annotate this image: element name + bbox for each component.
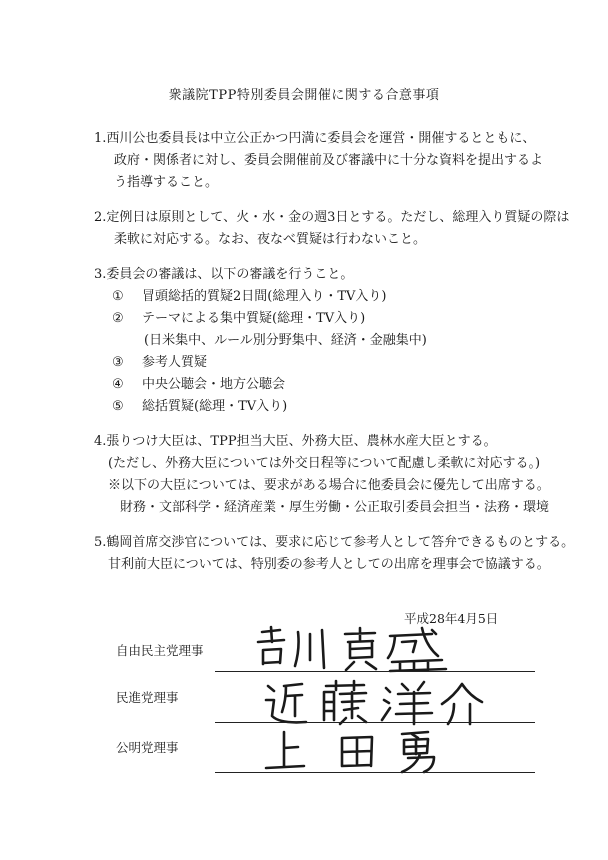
section-4 bbox=[94, 431, 562, 519]
item-number: ④ bbox=[112, 377, 124, 392]
section-1-line-2: 政府・関係者に対し、委員会開催前及び審議中に十分な資料を提出するよ bbox=[114, 153, 544, 168]
section-3-item-1 bbox=[94, 286, 562, 308]
handwritten-signature-3 bbox=[262, 728, 462, 774]
section-3-item-3 bbox=[94, 352, 562, 374]
item-number: ① bbox=[112, 289, 124, 304]
section-3-item-2 bbox=[94, 308, 562, 330]
section-3 bbox=[94, 264, 562, 418]
section-3-item-4 bbox=[94, 374, 562, 396]
section-1-line-1: 1.西川公也委員長は中立公正かつ円満に委員会を運営・開催するとともに、 bbox=[94, 131, 536, 146]
section-5-line-1: 5.鶴岡首席交渉官については、要求に応じて参考人として答弁できるものとする。 bbox=[94, 535, 575, 550]
section-1 bbox=[94, 128, 562, 194]
section-2-line-2: 柔軟に対応する。なお、夜なべ質疑は行わないこと。 bbox=[114, 232, 427, 247]
section-3-item-5 bbox=[94, 396, 562, 418]
signature-line-3 bbox=[215, 772, 535, 773]
section-4-line-2: (ただし、外務大臣については外交日程等について配慮し柔軟に対応する。) bbox=[108, 456, 541, 471]
item-text: 中央公聴会・地方公聴会 bbox=[142, 377, 286, 392]
item-text: テーマによる集中質疑(総理・TV入り) bbox=[142, 311, 366, 326]
item-text: 冒頭総括的質疑2日間(総理入り・TV入り) bbox=[142, 289, 387, 304]
handwritten-signature-1 bbox=[250, 624, 460, 674]
item-number: ③ bbox=[112, 355, 124, 370]
signature-line-2 bbox=[215, 722, 535, 723]
signature-line-1 bbox=[215, 671, 535, 672]
party-label-komeito: 公明党理事 bbox=[116, 740, 179, 755]
item-text: 参考人質疑 bbox=[142, 355, 208, 370]
section-2-line-1: 2.定例日は原則として、火・水・金の週3日とする。ただし、総理入り質疑の際は bbox=[94, 210, 570, 225]
section-2 bbox=[94, 207, 570, 251]
party-label-ldp: 自由民主党理事 bbox=[116, 643, 204, 658]
party-label-dp: 民進党理事 bbox=[116, 690, 179, 705]
section-3-item-2-detail: (日米集中、ルール別分野集中、経済・金融集中) bbox=[144, 333, 427, 348]
document-title: 衆議院TPP特別委員会開催に関する合意事項 bbox=[168, 88, 440, 103]
section-3-intro: 3.委員会の審議は、以下の審議を行うこと。 bbox=[94, 267, 354, 282]
section-5 bbox=[94, 532, 575, 576]
section-4-line-3: ※以下の大臣については、要求がある場合に他委員会に優先して出席する。 bbox=[108, 478, 550, 493]
section-1-line-3: う指導すること。 bbox=[114, 175, 219, 190]
section-4-line-4: 財務・文部科学・経済産業・厚生労働・公正取引委員会担当・法務・環境 bbox=[120, 500, 550, 515]
item-text: 総括質疑(総理・TV入り) bbox=[142, 399, 288, 414]
section-5-line-2: 甘利前大臣については、特別委の参考人としての出席を理事会で協議する。 bbox=[108, 557, 550, 572]
item-number: ② bbox=[112, 311, 124, 326]
document-date: 平成28年4月5日 bbox=[404, 611, 499, 626]
handwritten-signature-2 bbox=[262, 678, 492, 728]
section-4-line-1: 4.張りつけ大臣は、TPP担当大臣、外務大臣、農林水産大臣とする。 bbox=[94, 434, 497, 449]
item-number: ⑤ bbox=[112, 399, 124, 414]
document-body bbox=[94, 128, 575, 576]
